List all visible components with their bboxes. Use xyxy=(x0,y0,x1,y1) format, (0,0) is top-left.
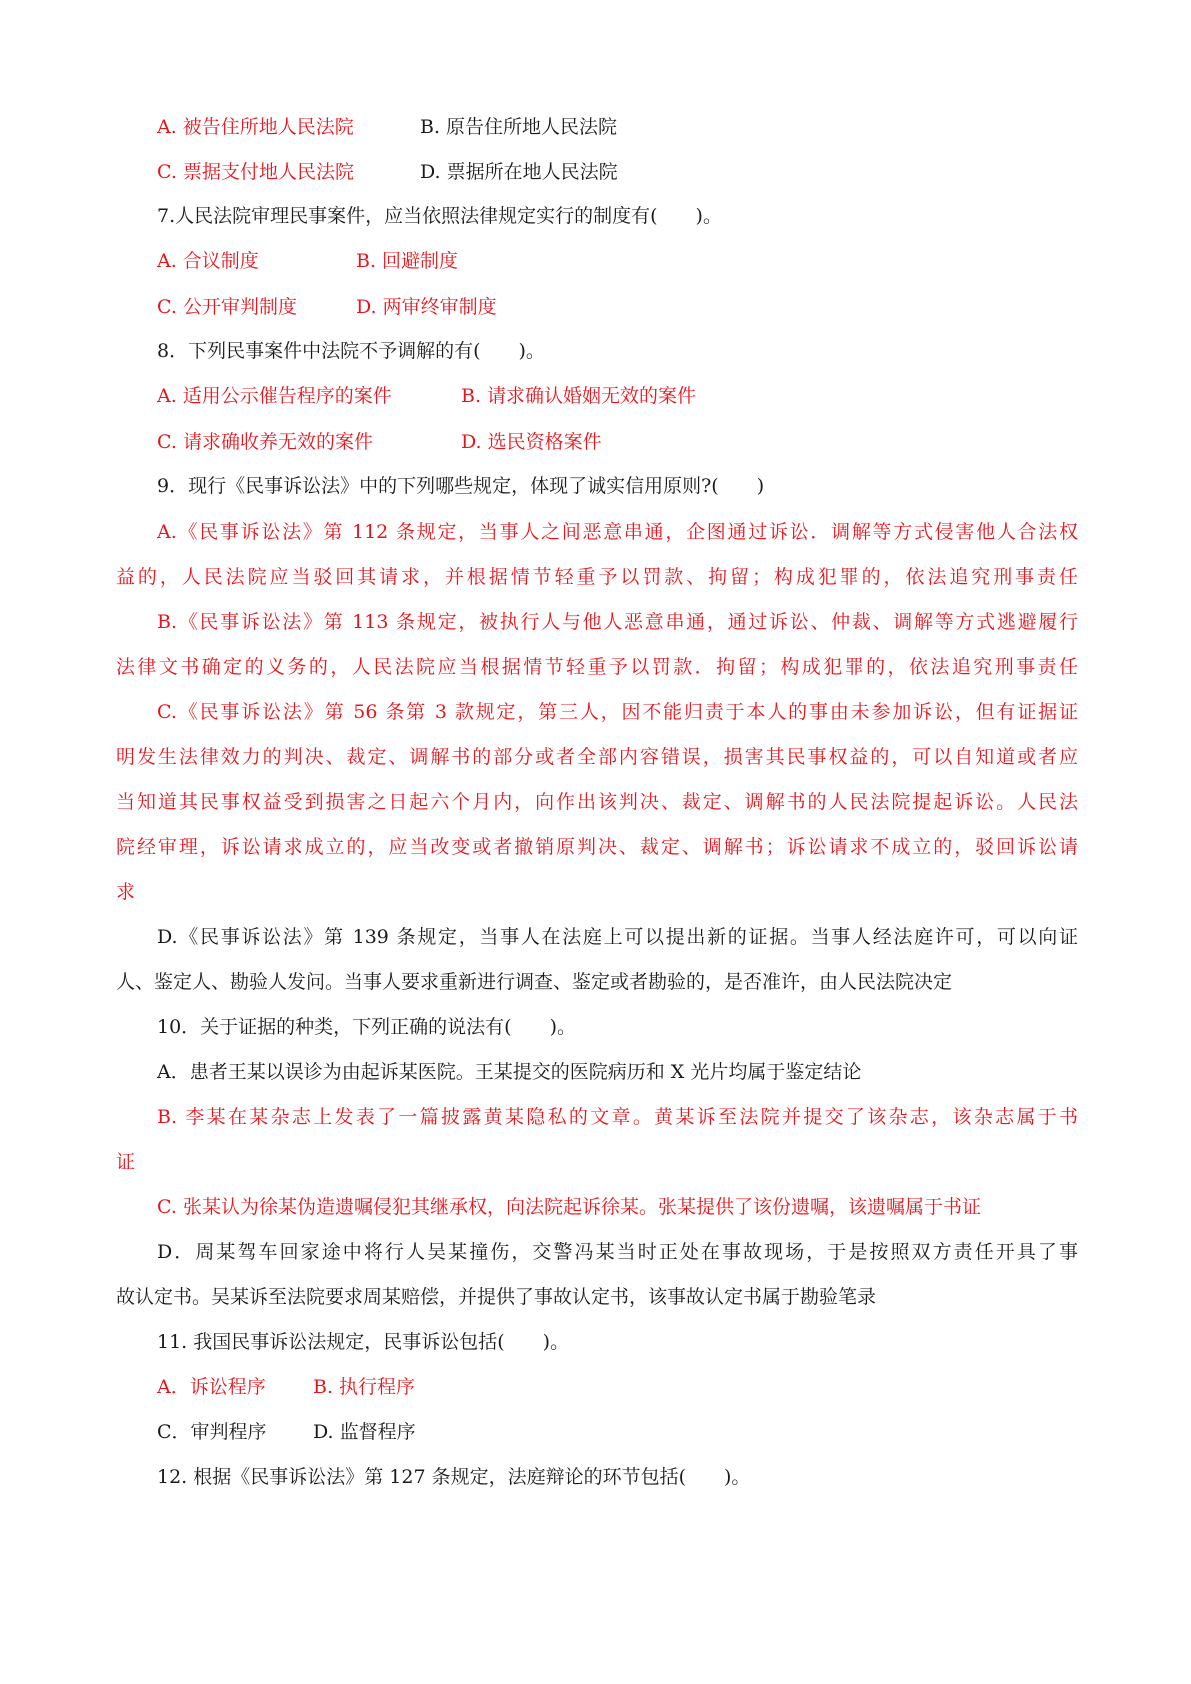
q9-option-a-line1: A.《民事诉讼法》第 112 条规定，当事人之间恶意串通，企图通过诉讼．调解等方式侵害他人合法权 xyxy=(157,521,1078,543)
q7-stem: 7.人民法院审理民事案件，应当依照法律规定实行的制度有( )。 xyxy=(157,205,722,227)
q8-stem: 8．下列民事案件中法院不予调解的有( )。 xyxy=(157,340,545,362)
q10-option-b-line1: B. 李某在某杂志上发表了一篇披露黄某隐私的文章。黄某诉至法院并提交了该杂志，该杂志属于书 xyxy=(157,1106,1078,1128)
q9-option-d-line1: D.《民事诉讼法》第 139 条规定，当事人在法庭上可以提出新的证据。当事人经法庭许可，可以向证 xyxy=(157,926,1078,948)
q8-option-a: A. 适用公示催告程序的案件 xyxy=(157,385,392,407)
q10-option-d-line2: 故认定书。吴某诉至法院要求周某赔偿，并提供了事故认定书，该事故认定书属于勘验笔录 xyxy=(116,1286,877,1308)
q9-option-b-line1: B.《民事诉讼法》第 113 条规定，被执行人与他人恶意串通，通过诉讼、仲裁、调解等方式逃避履行 xyxy=(157,611,1078,633)
q9-option-b-line2: 法律文书确定的义务的，人民法院应当根据情节轻重予以罚款．拘留；构成犯罪的，依法追究刑事责任 xyxy=(116,656,1078,678)
q8-option-d: D. 选民资格案件 xyxy=(461,431,602,453)
q10-stem: 10．关于证据的种类，下列正确的说法有( )。 xyxy=(157,1016,577,1038)
q9-option-c-line2: 明发生法律效力的判决、裁定、调解书的部分或者全部内容错误，损害其民事权益的，可以自知道或者应 xyxy=(116,746,1078,768)
q10-option-c: C. 张某认为徐某伪造遗嘱侵犯其继承权，向法院起诉徐某。张某提供了该份遗嘱，该遗嘱属于书证 xyxy=(157,1196,981,1218)
q10-option-d-line1: D．周某驾车回家途中将行人吴某撞伤，交警冯某当时正处在事故现场，于是按照双方责任开具了事 xyxy=(157,1241,1078,1263)
q11-option-a: A．诉讼程序 xyxy=(157,1376,266,1398)
q11-option-b: B. 执行程序 xyxy=(313,1376,416,1398)
q8-option-b: B. 请求确认婚姻无效的案件 xyxy=(461,385,697,407)
q6-option-c: C. 票据支付地人民法院 xyxy=(157,161,354,183)
q12-stem: 12. 根据《民事诉讼法》第 127 条规定，法庭辩论的环节包括( )。 xyxy=(157,1466,751,1488)
q7-option-a: A. 合议制度 xyxy=(157,250,259,272)
q9-option-d-line2: 人、鉴定人、勘验人发问。当事人要求重新进行调查、鉴定或者勘验的，是否准许，由人民法院决定 xyxy=(116,971,953,993)
q11-option-d: D. 监督程序 xyxy=(313,1421,416,1443)
q10-option-b-line2: 证 xyxy=(116,1151,136,1173)
q7-option-d: D. 两审终审制度 xyxy=(356,296,497,318)
q11-option-c: C．审判程序 xyxy=(157,1421,267,1443)
q10-option-a: A．患者王某以误诊为由起诉某医院。王某提交的医院病历和 X 光片均属于鉴定结论 xyxy=(157,1061,862,1083)
q9-option-c-line5: 求 xyxy=(116,881,136,903)
q7-option-b: B. 回避制度 xyxy=(356,250,459,272)
q9-stem: 9．现行《民事诉讼法》中的下列哪些规定，体现了诚实信用原则?( ) xyxy=(157,475,765,497)
q6-option-d: D. 票据所在地人民法院 xyxy=(420,161,618,183)
q7-option-c: C. 公开审判制度 xyxy=(157,296,297,318)
q6-option-a: A. 被告住所地人民法院 xyxy=(157,116,354,138)
q8-option-c: C. 请求确收养无效的案件 xyxy=(157,431,373,453)
q9-option-c-line3: 当知道其民事权益受到损害之日起六个月内，向作出该判决、裁定、调解书的人民法院提起诉讼。人民法 xyxy=(116,791,1078,813)
q6-option-b: B. 原告住所地人民法院 xyxy=(420,116,618,138)
q9-option-c-line4: 院经审理，诉讼请求成立的，应当改变或者撤销原判决、裁定、调解书；诉讼请求不成立的，驳回诉讼请 xyxy=(116,836,1078,858)
q11-stem: 11. 我国民事诉讼法规定，民事诉讼包括( )。 xyxy=(157,1331,570,1353)
q9-option-a-line2: 益的，人民法院应当驳回其请求，并根据情节轻重予以罚款、拘留；构成犯罪的，依法追究刑事责任 xyxy=(116,566,1078,588)
q9-option-c-line1: C.《民事诉讼法》第 56 条第 3 款规定，第三人，因不能归责于本人的事由未参加诉讼，但有证据证 xyxy=(157,701,1078,723)
